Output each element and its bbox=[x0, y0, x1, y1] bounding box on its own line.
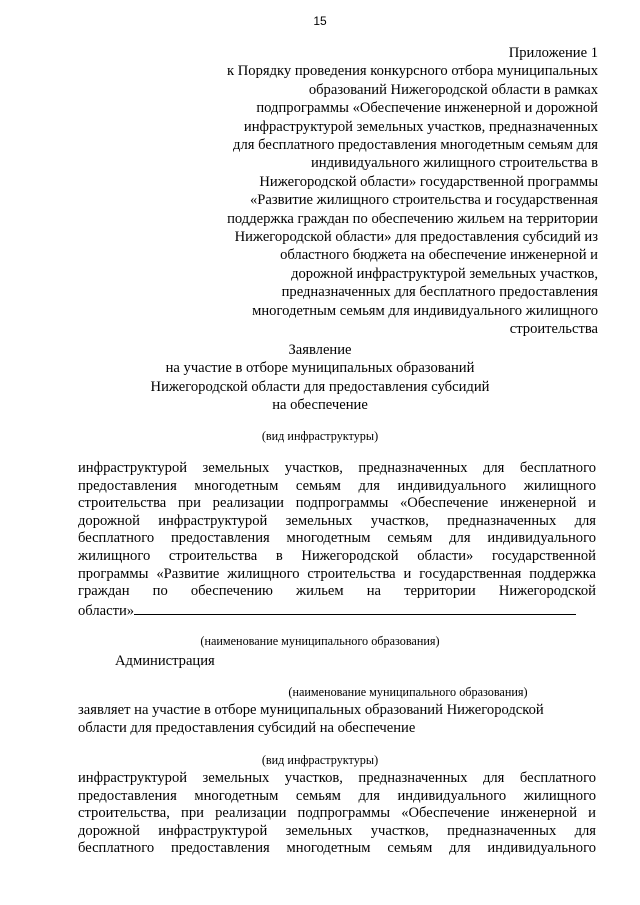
appendix-line: предназначенных для бесплатного предоставления bbox=[281, 284, 598, 301]
paragraph-line: программы «Развитие жилищного строительства и государственная поддержка bbox=[78, 565, 596, 582]
paragraph-line: жилищного строительства в Нижегородской области» государственной bbox=[78, 547, 596, 564]
title-line: на обеспечение bbox=[272, 397, 368, 414]
appendix-line: инфраструктурой земельных участков, предназначенных bbox=[243, 118, 598, 135]
appendix-line: многодетным семьям для индивидуального жилищного bbox=[252, 302, 598, 319]
infra-type-hint: (вид инфраструктуры) bbox=[261, 429, 379, 443]
appendix-line: образований Нижегородской области в рамках bbox=[308, 81, 598, 98]
appendix-line: Приложение 1 bbox=[508, 45, 598, 61]
appendix-line: строительства bbox=[509, 321, 598, 338]
appendix-line: индивидуального жилищного строительства в bbox=[310, 155, 598, 172]
paragraph-line: предоставления многодетным семьям для индивидуального жилищного bbox=[78, 477, 596, 494]
document-title bbox=[0, 341, 640, 415]
appendix-header bbox=[178, 44, 598, 339]
paragraph-2 bbox=[78, 702, 596, 737]
paragraph-line: дорожной инфраструктурой земельных участков, предназначенных для bbox=[78, 512, 596, 529]
paragraph-line: строительства, при реализации подпрограммы «Обеспечение инженерной и bbox=[78, 805, 596, 822]
appendix-line: подпрограммы «Обеспечение инженерной и дорожной bbox=[256, 100, 598, 117]
page-number: 15 bbox=[313, 14, 327, 28]
title-line: на участие в отборе муниципальных образований bbox=[165, 360, 475, 377]
paragraph-last-line bbox=[78, 601, 596, 621]
title-line: Нижегородской области для предоставления субсидий bbox=[150, 378, 490, 395]
appendix-line: областного бюджета на обеспечение инженерной и bbox=[280, 247, 598, 264]
municipality-fill-line[interactable] bbox=[134, 601, 576, 615]
paragraph-line: бесплатного предоставления многодетным семьям для индивидуального bbox=[78, 840, 596, 857]
paragraph-line: инфраструктурой земельных участков, предназначенных для бесплатного bbox=[78, 770, 596, 786]
appendix-line: поддержка граждан по обеспечению жильем на территории bbox=[227, 210, 598, 227]
appendix-line: Нижегородской области» для предоставления субсидий из bbox=[234, 229, 598, 246]
paragraph-line: заявляет на участие в отборе муниципальных образований Нижегородской bbox=[78, 702, 544, 718]
administration-label: Администрация bbox=[115, 653, 215, 669]
paragraph-line: области» bbox=[78, 602, 135, 619]
appendix-line: к Порядку проведения конкурсного отбора муниципальных bbox=[227, 63, 598, 80]
appendix-line: для бесплатного предоставления многодетным семьям для bbox=[233, 137, 598, 154]
title-line: Заявление bbox=[288, 342, 352, 358]
appendix-line: дорожной инфраструктурой земельных участков, bbox=[291, 265, 598, 282]
municipality-hint: (наименование муниципального образования) bbox=[200, 634, 440, 648]
appendix-line: «Развитие жилищного строительства и государственная bbox=[249, 192, 598, 209]
paragraph-line: предоставления многодетным семьям для индивидуального жилищного bbox=[78, 787, 596, 804]
paragraph-line: строительства при реализации подпрограммы «Обеспечение инженерной и bbox=[78, 495, 596, 512]
municipality-hint-2: (наименование муниципального образования) bbox=[288, 685, 528, 699]
paragraph-line: дорожной инфраструктурой земельных участков, предназначенных для bbox=[78, 822, 596, 839]
paragraph-line: инфраструктурой земельных участков, предназначенных для бесплатного bbox=[78, 460, 596, 476]
paragraph-line: граждан по обеспечению жильем на территории Нижегородской bbox=[78, 583, 596, 600]
infra-type-hint-2: (вид инфраструктуры) bbox=[261, 753, 379, 767]
paragraph-line: бесплатного предоставления многодетным семьям для индивидуального bbox=[78, 530, 596, 547]
paragraph-3 bbox=[78, 770, 596, 858]
paragraph-1 bbox=[78, 460, 596, 620]
paragraph-line: области для предоставления субсидий на обеспечение bbox=[78, 719, 416, 736]
appendix-line: Нижегородской области» государственной программы bbox=[259, 173, 598, 190]
